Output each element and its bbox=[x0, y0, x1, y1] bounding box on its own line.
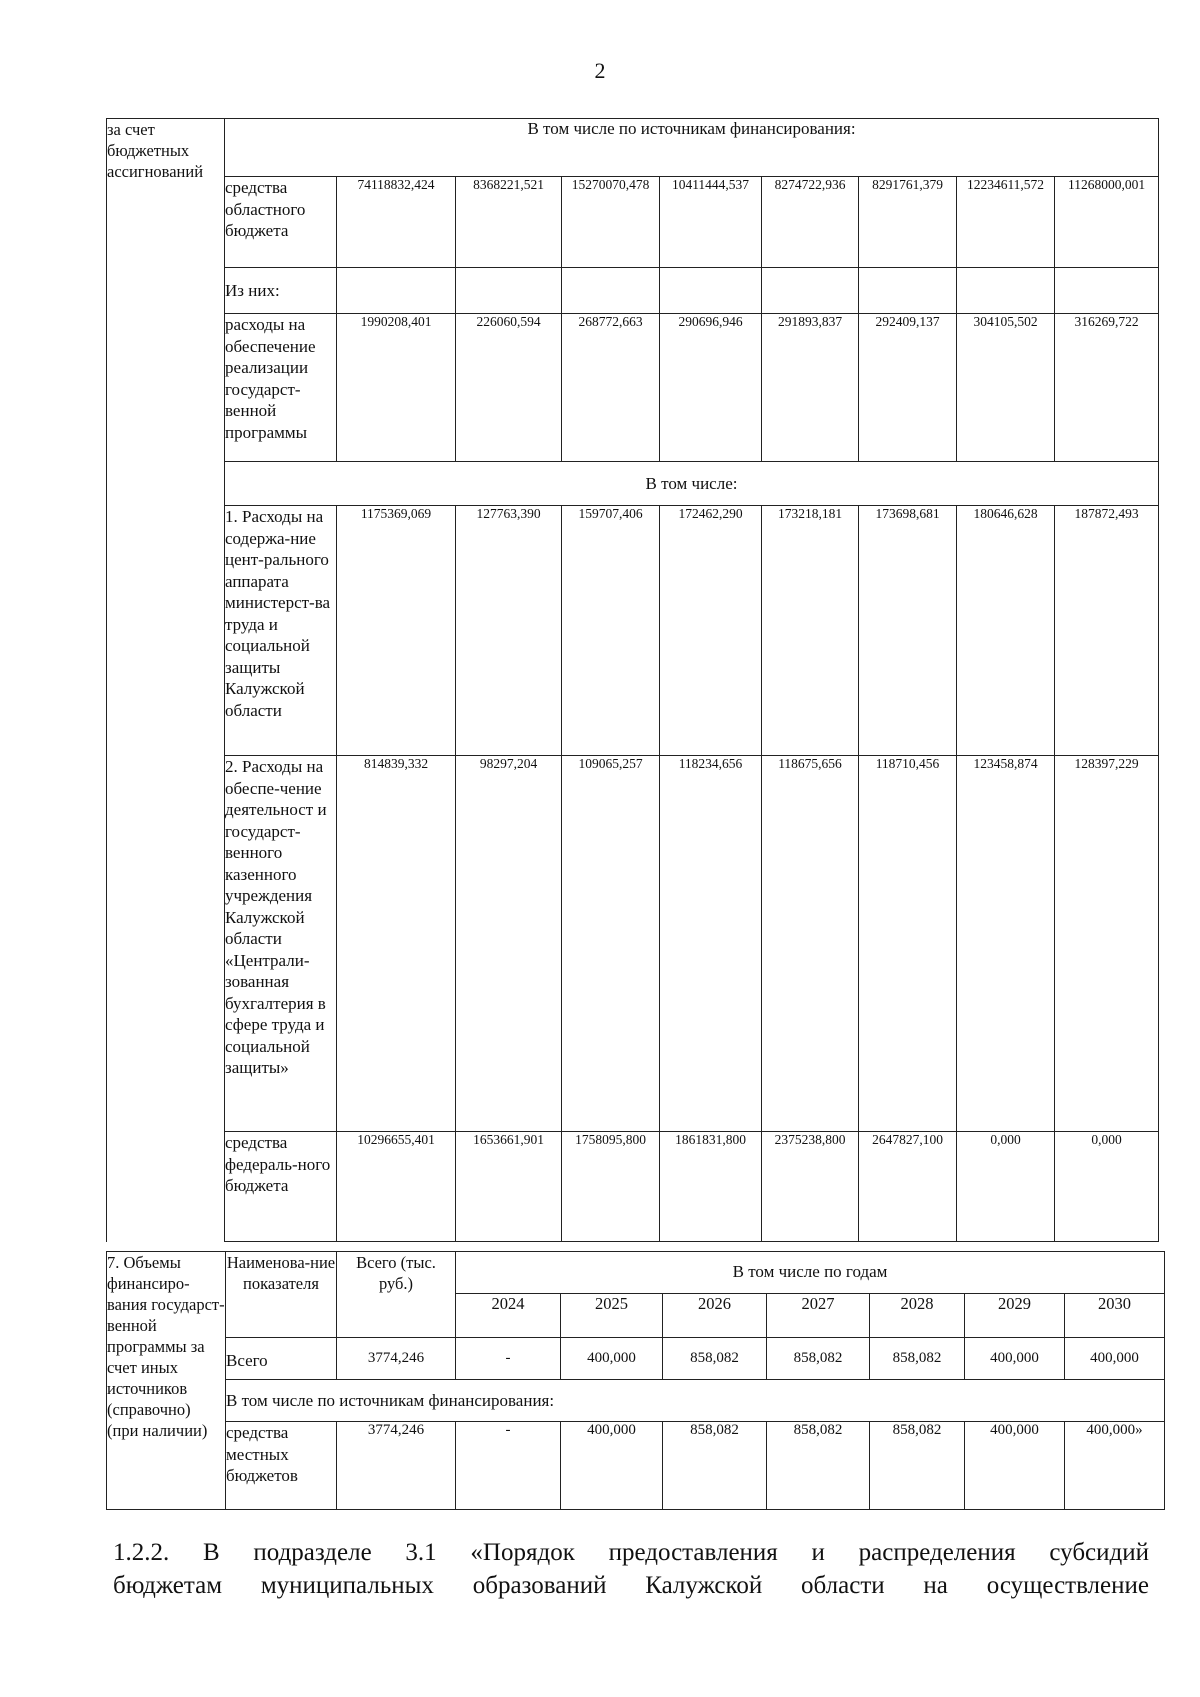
year-2025: 2025 bbox=[561, 1294, 663, 1338]
col-name-header: Наименова-ние показателя bbox=[226, 1252, 337, 1338]
cell-value: 858,082 bbox=[870, 1338, 965, 1380]
cell-value: 1175369,069 bbox=[337, 506, 456, 756]
cell-value: 187872,493 bbox=[1055, 506, 1159, 756]
cell-value: 291893,837 bbox=[762, 314, 859, 462]
col-total-header: Всего (тыс. руб.) bbox=[337, 1252, 456, 1338]
body-paragraph-line-1: 1.2.2. В подразделе 3.1 «Порядок предоставления и распределения субсидий bbox=[113, 1539, 1149, 1566]
cell-value: 8291761,379 bbox=[859, 177, 957, 268]
cell-value: 290696,946 bbox=[660, 314, 762, 462]
cell-value: 11268000,001 bbox=[1055, 177, 1159, 268]
cell-value: - bbox=[456, 1422, 561, 1510]
years-header: В том числе по годам bbox=[456, 1252, 1165, 1294]
cell-value: 1758095,800 bbox=[562, 1132, 660, 1242]
row-label: 1. Расходы на содержа-ние цент-рального аппарата министерст-ва труда и социальной защиты Калужской области bbox=[225, 506, 337, 756]
cell-value: 1990208,401 bbox=[337, 314, 456, 462]
cell-value: 292409,137 bbox=[859, 314, 957, 462]
cell-value: 400,000 bbox=[1065, 1338, 1165, 1380]
cell-value: 10296655,401 bbox=[337, 1132, 456, 1242]
cell-empty bbox=[660, 268, 762, 314]
cell-value: 3774,246 bbox=[337, 1422, 456, 1510]
cell-value: 118234,656 bbox=[660, 756, 762, 1132]
row-label: средства федераль-ного бюджета bbox=[225, 1132, 337, 1242]
cell-value: 173698,681 bbox=[859, 506, 957, 756]
cell-empty bbox=[762, 268, 859, 314]
cell-value: 0,000 bbox=[1055, 1132, 1159, 1242]
cell-value: 2375238,800 bbox=[762, 1132, 859, 1242]
cell-value: 858,082 bbox=[663, 1338, 767, 1380]
cell-value: 858,082 bbox=[663, 1422, 767, 1510]
cell-value: 400,000 bbox=[561, 1422, 663, 1510]
year-2024: 2024 bbox=[456, 1294, 561, 1338]
cell-value: 74118832,424 bbox=[337, 177, 456, 268]
cell-empty bbox=[957, 268, 1055, 314]
cell-value: 1861831,800 bbox=[660, 1132, 762, 1242]
cell-value: 814839,332 bbox=[337, 756, 456, 1132]
cell-value: 118675,656 bbox=[762, 756, 859, 1132]
cell-empty bbox=[859, 268, 957, 314]
cell-value: 3774,246 bbox=[337, 1338, 456, 1380]
sources-header: В том числе по источникам финансирования: bbox=[226, 1380, 1165, 1422]
row-label: средства областного бюджета bbox=[225, 177, 337, 268]
cell-value: 10411444,537 bbox=[660, 177, 762, 268]
cell-empty bbox=[1055, 268, 1159, 314]
cell-value: 858,082 bbox=[767, 1338, 870, 1380]
cell-value: 268772,663 bbox=[562, 314, 660, 462]
year-2028: 2028 bbox=[870, 1294, 965, 1338]
cell-value: 118710,456 bbox=[859, 756, 957, 1132]
cell-value: 127763,390 bbox=[456, 506, 562, 756]
cell-empty bbox=[337, 268, 456, 314]
cell-value: 858,082 bbox=[767, 1422, 870, 1510]
cell-value: 226060,594 bbox=[456, 314, 562, 462]
page-number: 2 bbox=[594, 58, 606, 83]
cell-value: 8274722,936 bbox=[762, 177, 859, 268]
row-label: расходы на обеспечение реализации государст-венной программы bbox=[225, 314, 337, 462]
left-label-budget: за счет бюджетных ассигнований bbox=[107, 119, 225, 1242]
cell-value: 15270070,478 bbox=[562, 177, 660, 268]
cell-value: 180646,628 bbox=[957, 506, 1055, 756]
cell-value: 98297,204 bbox=[456, 756, 562, 1132]
cell-value: 109065,257 bbox=[562, 756, 660, 1132]
financing-table-budget bbox=[106, 118, 1159, 1242]
cell-value: 8368221,521 bbox=[456, 177, 562, 268]
cell-value: 316269,722 bbox=[1055, 314, 1159, 462]
year-2029: 2029 bbox=[965, 1294, 1065, 1338]
row-label: 2. Расходы на обеспе-чение деятельност и государст-венного казенного учреждения Калужской области «Централи-зованная бухгалтерия в сфере труда и социальной защиты» bbox=[225, 756, 337, 1132]
cell-value: 400,000» bbox=[1065, 1422, 1165, 1510]
left-label-other-sources: 7. Объемы финансиро-вания государст-венной программы за счет иных источников (справочно) (при наличии) bbox=[107, 1252, 226, 1510]
cell-value: 2647827,100 bbox=[859, 1132, 957, 1242]
cell-value: 858,082 bbox=[870, 1422, 965, 1510]
year-2026: 2026 bbox=[663, 1294, 767, 1338]
row-label: Всего bbox=[226, 1338, 337, 1380]
header-including: В том числе: bbox=[225, 462, 1159, 506]
cell-empty bbox=[456, 268, 562, 314]
financing-table-other-sources bbox=[106, 1251, 1165, 1510]
cell-value: 0,000 bbox=[957, 1132, 1055, 1242]
cell-empty bbox=[562, 268, 660, 314]
year-2027: 2027 bbox=[767, 1294, 870, 1338]
cell-value: 1653661,901 bbox=[456, 1132, 562, 1242]
body-paragraph-line-2: бюджетам муниципальных образований Калужской области на осуществление bbox=[113, 1572, 1149, 1599]
row-label: средства местных бюджетов bbox=[226, 1422, 337, 1510]
cell-value: 128397,229 bbox=[1055, 756, 1159, 1132]
cell-value: - bbox=[456, 1338, 561, 1380]
year-2030: 2030 bbox=[1065, 1294, 1165, 1338]
cell-value: 400,000 bbox=[965, 1422, 1065, 1510]
cell-value: 12234611,572 bbox=[957, 177, 1055, 268]
cell-value: 123458,874 bbox=[957, 756, 1055, 1132]
header-sources: В том числе по источникам финансирования: bbox=[225, 119, 1159, 177]
cell-value: 400,000 bbox=[561, 1338, 663, 1380]
cell-value: 173218,181 bbox=[762, 506, 859, 756]
cell-value: 172462,290 bbox=[660, 506, 762, 756]
row-label: Из них: bbox=[225, 268, 337, 314]
cell-value: 304105,502 bbox=[957, 314, 1055, 462]
cell-value: 159707,406 bbox=[562, 506, 660, 756]
cell-value: 400,000 bbox=[965, 1338, 1065, 1380]
